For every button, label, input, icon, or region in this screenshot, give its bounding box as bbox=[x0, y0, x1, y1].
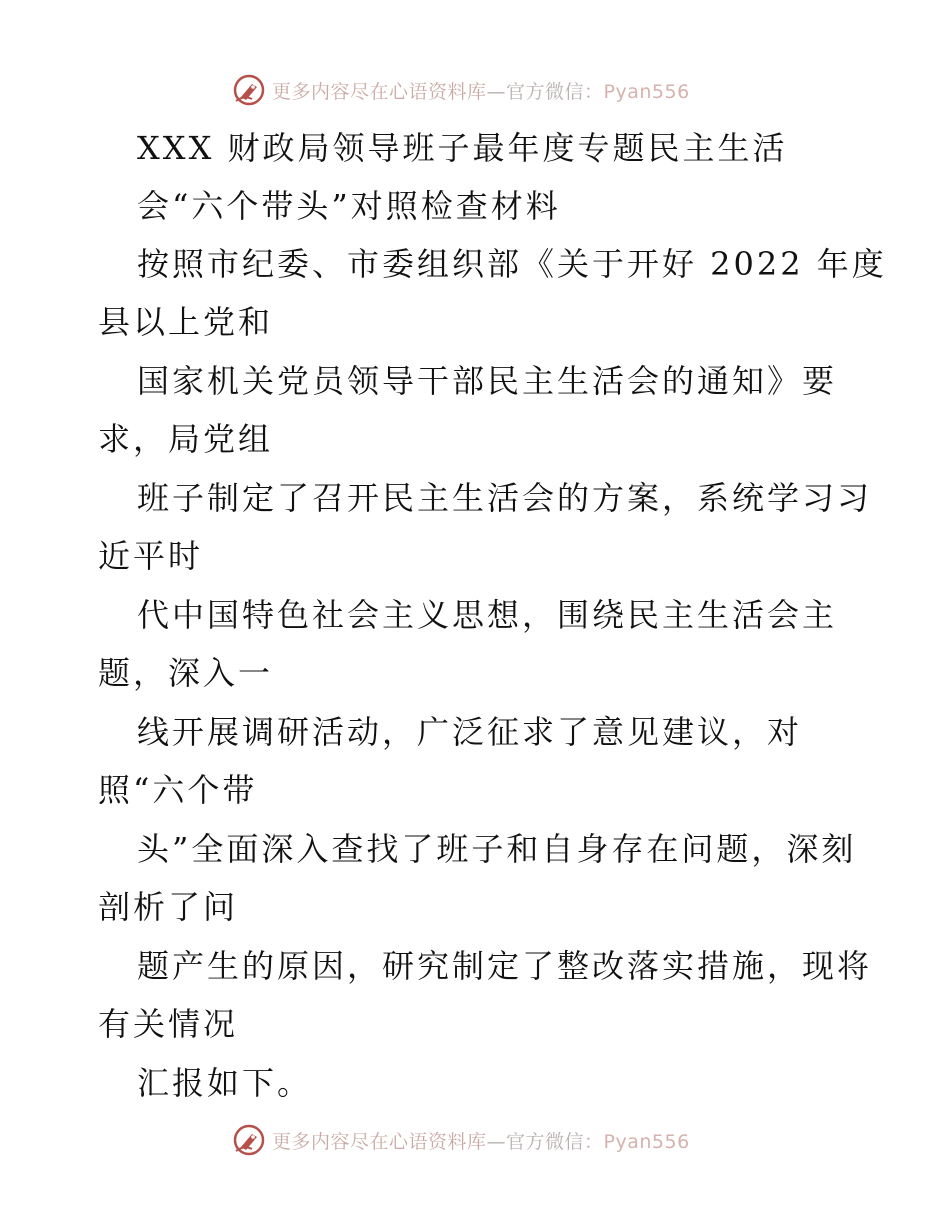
paragraph-line: 剖析了问 bbox=[98, 888, 239, 926]
document-title-line-1: XXX 财政局领导班子最年度专题民主生活 bbox=[137, 129, 788, 167]
pen-nib-circle-icon bbox=[232, 1123, 266, 1157]
watermark-text bbox=[272, 77, 690, 104]
paragraph-line: 按照市纪委、市委组织部《关于开好 2022 年度 bbox=[137, 245, 887, 283]
paragraph-line: 有关情况 bbox=[98, 1005, 239, 1043]
watermark-wechat-id: Pyan556 bbox=[603, 80, 690, 103]
paragraph-line: 照“六个带 bbox=[98, 771, 258, 809]
watermark-wechat-id: Pyan556 bbox=[603, 1130, 690, 1153]
paragraph-line: 国家机关党员领导干部民主生活会的通知》要 bbox=[137, 362, 838, 400]
paragraph-line: 求，局党组 bbox=[98, 420, 274, 458]
paragraph-line: 县以上党和 bbox=[98, 303, 274, 341]
paragraph-line: 班子制定了召开民主生活会的方案，系统学习习 bbox=[137, 479, 873, 517]
watermark-dash: — bbox=[486, 1130, 507, 1153]
document-title-line-2: 会“六个带头”对照检查材料 bbox=[137, 187, 561, 225]
watermark-main-text: 更多内容尽在心语资料库 bbox=[272, 80, 487, 103]
watermark-text bbox=[272, 1127, 690, 1154]
paragraph-line: 代中国特色社会主义思想，围绕民主生活会主 bbox=[137, 596, 838, 634]
footer-watermark-banner bbox=[232, 1122, 752, 1158]
watermark-dash: — bbox=[486, 80, 507, 103]
paragraph-line: 头”全面深入查找了班子和自身存在问题，深刻 bbox=[137, 830, 857, 868]
watermark-wechat-label: 官方微信： bbox=[506, 80, 604, 103]
paragraph-line: 近平时 bbox=[98, 537, 204, 575]
paragraph-line: 线开展调研活动，广泛征求了意见建议，对 bbox=[137, 713, 803, 751]
paragraph-line: 汇报如下。 bbox=[137, 1064, 313, 1102]
pen-nib-circle-icon bbox=[232, 73, 266, 107]
watermark-main-text: 更多内容尽在心语资料库 bbox=[272, 1130, 487, 1153]
paragraph-line: 题，深入一 bbox=[98, 654, 274, 692]
watermark-wechat-label: 官方微信： bbox=[506, 1130, 604, 1153]
header-watermark-banner bbox=[232, 72, 752, 108]
paragraph-line: 题产生的原因，研究制定了整改落实措施，现将 bbox=[137, 947, 873, 985]
